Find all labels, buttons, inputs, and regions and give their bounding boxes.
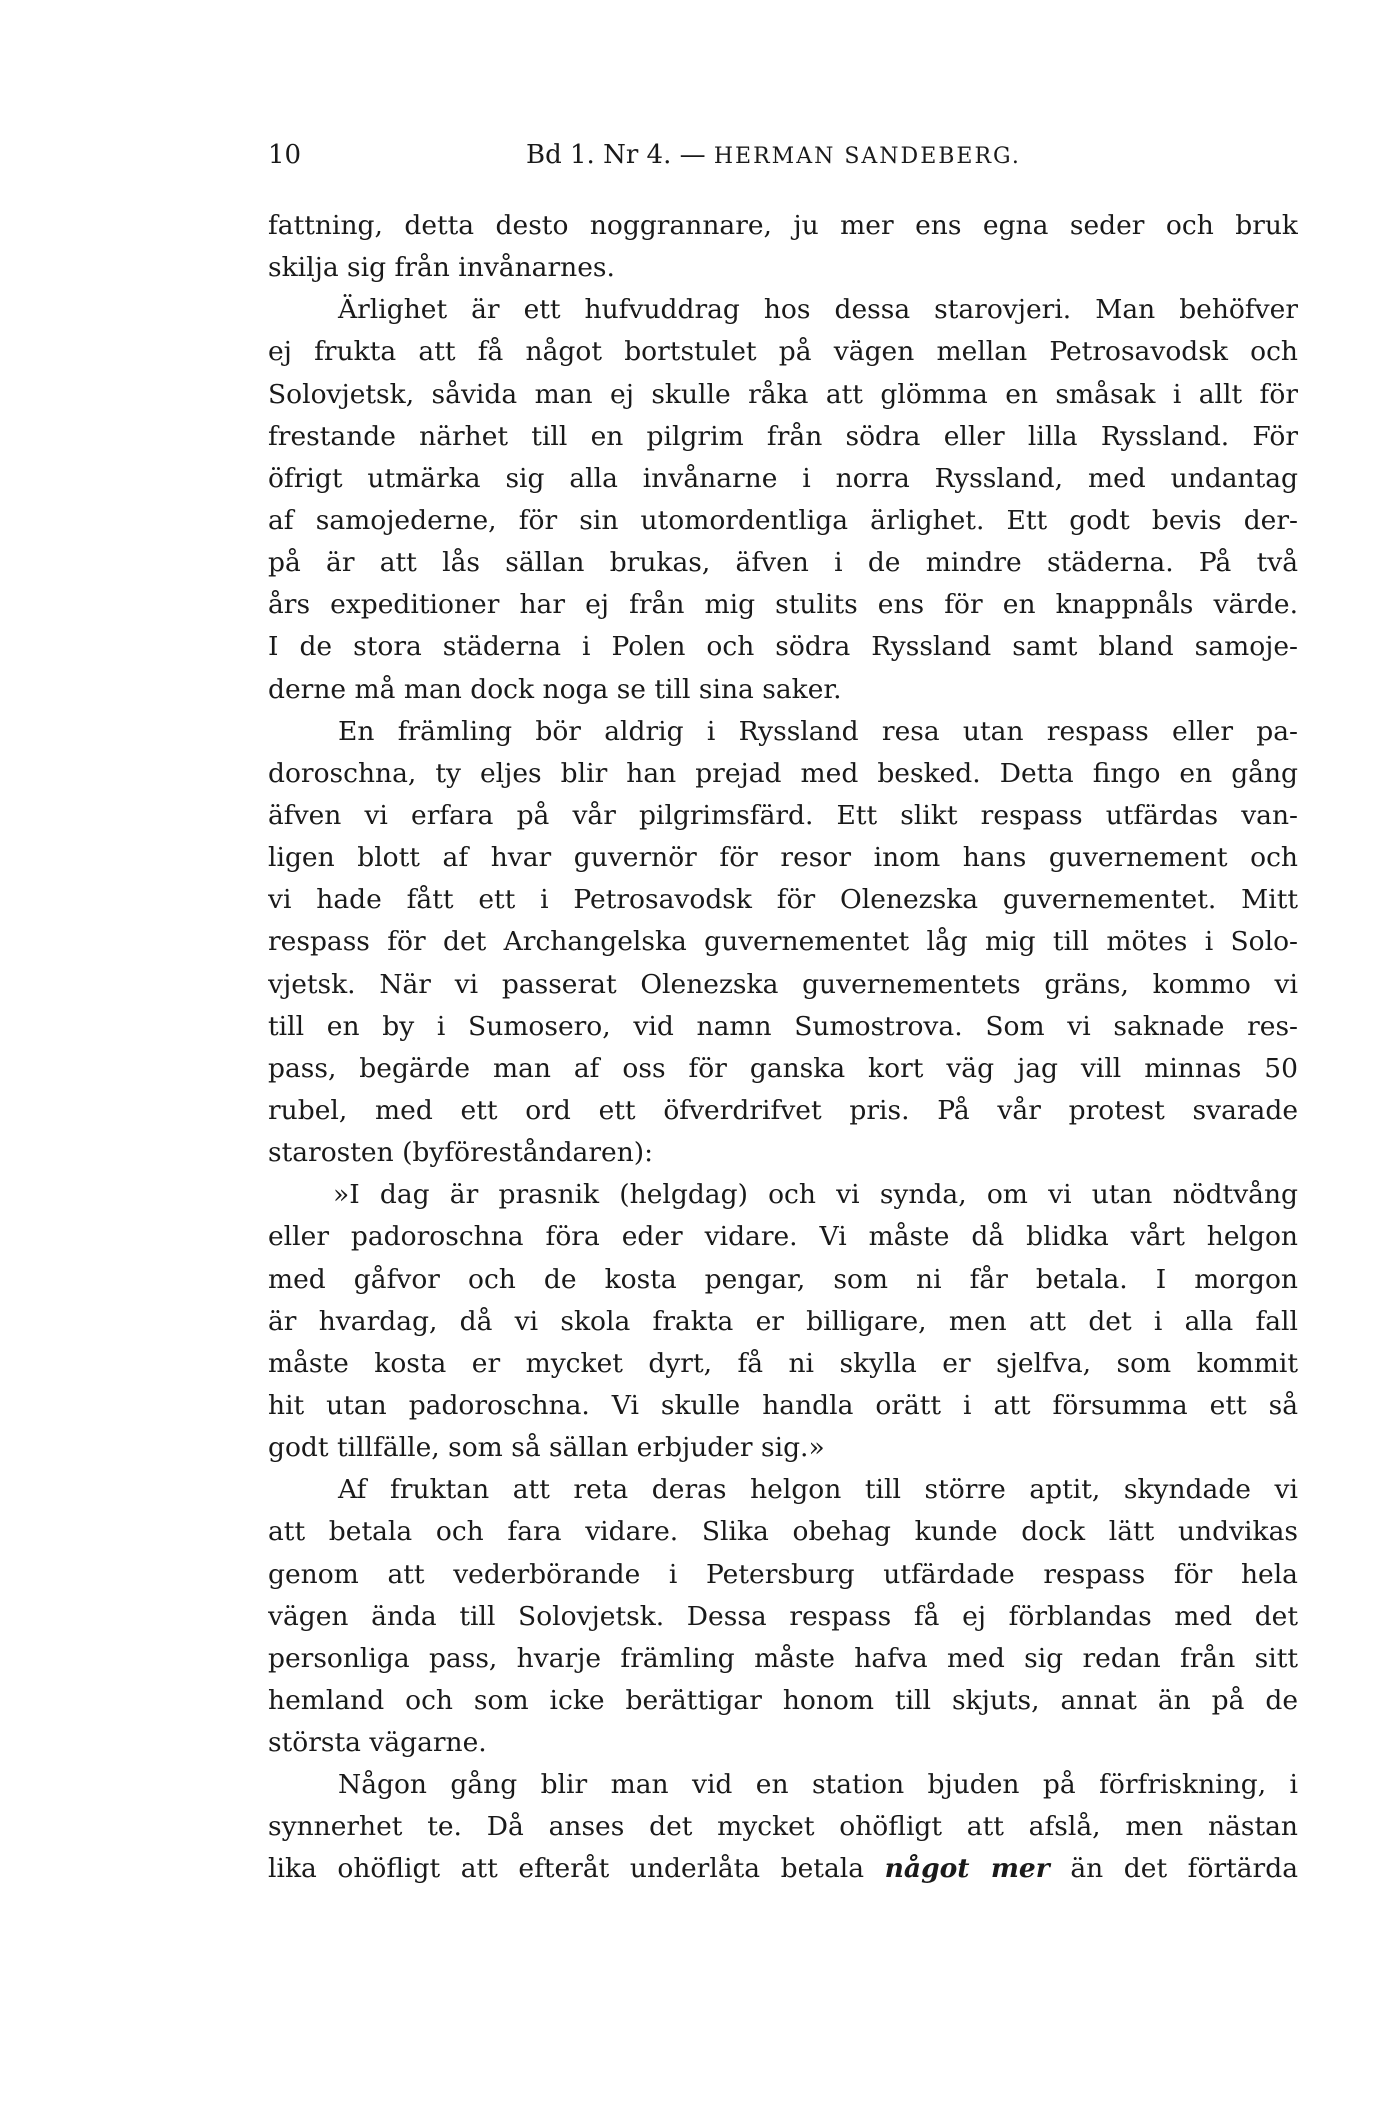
- text-line: Någon gång blir man vid en station bjuden på förfriskning, i: [338, 1769, 1298, 1801]
- text-line: måste kosta er mycket dyrt, få ni skylla er sjelfva, som kommit: [268, 1347, 1298, 1379]
- running-head-author: HERMAN SANDEBERG.: [713, 144, 1021, 169]
- text-line: äfven vi erfara på vår pilgrimsfärd. Ett slikt respass utfärdas van-: [268, 799, 1298, 831]
- text-line: pass, begärde man af oss för ganska kort väg jag vill minnas 50: [268, 1052, 1298, 1084]
- final-line-end: än det förtärda: [1070, 1853, 1298, 1885]
- text-line: »I dag är prasnik (helgdag) och vi synda, om vi utan nödtvång: [333, 1179, 1298, 1211]
- text-line-final: [268, 1848, 1298, 1890]
- text-line: att betala och fara vidare. Slika obehag kunde dock lätt undvikas: [268, 1516, 1298, 1548]
- text-line: Ärlighet är ett hufvuddrag hos dessa starovjeri. Man behöfver: [338, 294, 1298, 326]
- text-line: frestande närhet till en pilgrim från södra eller lilla Ryssland. För: [268, 420, 1298, 452]
- text-line: I de stora städerna i Polen och södra Ryssland samt bland samoje-: [268, 631, 1298, 663]
- text-line: ligen blott af hvar guvernör för resor inom hans guvernement och: [268, 842, 1298, 874]
- text-line: med gåfvor och de kosta pengar, som ni får betala. I morgon: [268, 1263, 1298, 1295]
- text-line: godt tillfälle, som så sällan erbjuder sig.»: [268, 1432, 825, 1464]
- text-line: på är att lås sällan brukas, äfven i de mindre städerna. På två: [268, 547, 1298, 579]
- body-text: [268, 205, 1298, 1891]
- text-line: hemland och som icke berättigar honom till skjuts, annat än på de: [268, 1684, 1298, 1716]
- text-line: personliga pass, hvarje främling måste hafva med sig redan från sitt: [268, 1642, 1298, 1674]
- text-line: skilja sig från invånarnes.: [268, 252, 615, 284]
- text-line: Solovjetsk, såvida man ej skulle råka att glömma en småsak i allt för: [268, 378, 1298, 410]
- running-head: [526, 140, 1021, 170]
- text-line: eller padoroschna föra eder vidare. Vi måste då blidka vårt helgon: [268, 1221, 1298, 1253]
- running-head-prefix: Bd 1. Nr 4. —: [526, 140, 706, 170]
- text-line: synnerhet te. Då anses det mycket ohöfligt att afslå, men nästan: [268, 1811, 1298, 1843]
- text-line: öfrigt utmärka sig alla invånarne i norra Ryssland, med undantag: [268, 462, 1298, 494]
- text-line: är hvardag, då vi skola frakta er billigare, men att det i alla fall: [268, 1305, 1298, 1337]
- emphasized-phrase: något mer: [884, 1853, 1050, 1885]
- text-line: rubel, med ett ord ett öfverdrifvet pris. På vår protest svarade: [268, 1094, 1298, 1126]
- text-line: doroschna, ty eljes blir han prejad med besked. Detta fingo en gång: [268, 757, 1298, 789]
- text-line: vjetsk. När vi passerat Olenezska guvernementets gräns, kommo vi: [268, 968, 1298, 1000]
- page-header: [268, 140, 1298, 180]
- text-line: af samojederne, för sin utomordentliga ärlighet. Ett godt bevis der-: [268, 504, 1298, 536]
- text-line: starosten (byföreståndaren):: [268, 1137, 654, 1169]
- text-line: till en by i Sumosero, vid namn Sumostrova. Som vi saknade res-: [268, 1010, 1298, 1042]
- page-number: 10: [268, 140, 302, 170]
- text-line: vägen ända till Solovjetsk. Dessa respass få ej förblandas med det: [268, 1600, 1298, 1632]
- text-line: respass för det Archangelska guvernementet låg mig till mötes i Solo-: [268, 926, 1298, 958]
- text-line: En främling bör aldrig i Ryssland resa utan respass eller pa-: [338, 715, 1298, 747]
- text-line: Af fruktan att reta deras helgon till större aptit, skyndade vi: [338, 1474, 1298, 1506]
- text-line: fattning, detta desto noggrannare, ju mer ens egna seder och bruk: [268, 210, 1298, 241]
- final-line-start: lika ohöfligt att efteråt underlåta betala: [268, 1853, 865, 1885]
- text-line: genom att vederbörande i Petersburg utfärdade respass för hela: [268, 1558, 1298, 1590]
- text-line: ej frukta att få något bortstulet på vägen mellan Petrosavodsk och: [268, 336, 1298, 368]
- text-line: största vägarne.: [268, 1727, 487, 1759]
- text-line: års expeditioner har ej från mig stulits ens för en knappnåls värde.: [268, 589, 1298, 621]
- text-line: hit utan padoroschna. Vi skulle handla orätt i att försumma ett så: [268, 1389, 1298, 1421]
- text-line: derne må man dock noga se till sina saker.: [268, 673, 842, 705]
- text-line: vi hade fått ett i Petrosavodsk för Olenezska guvernementet. Mitt: [268, 884, 1298, 916]
